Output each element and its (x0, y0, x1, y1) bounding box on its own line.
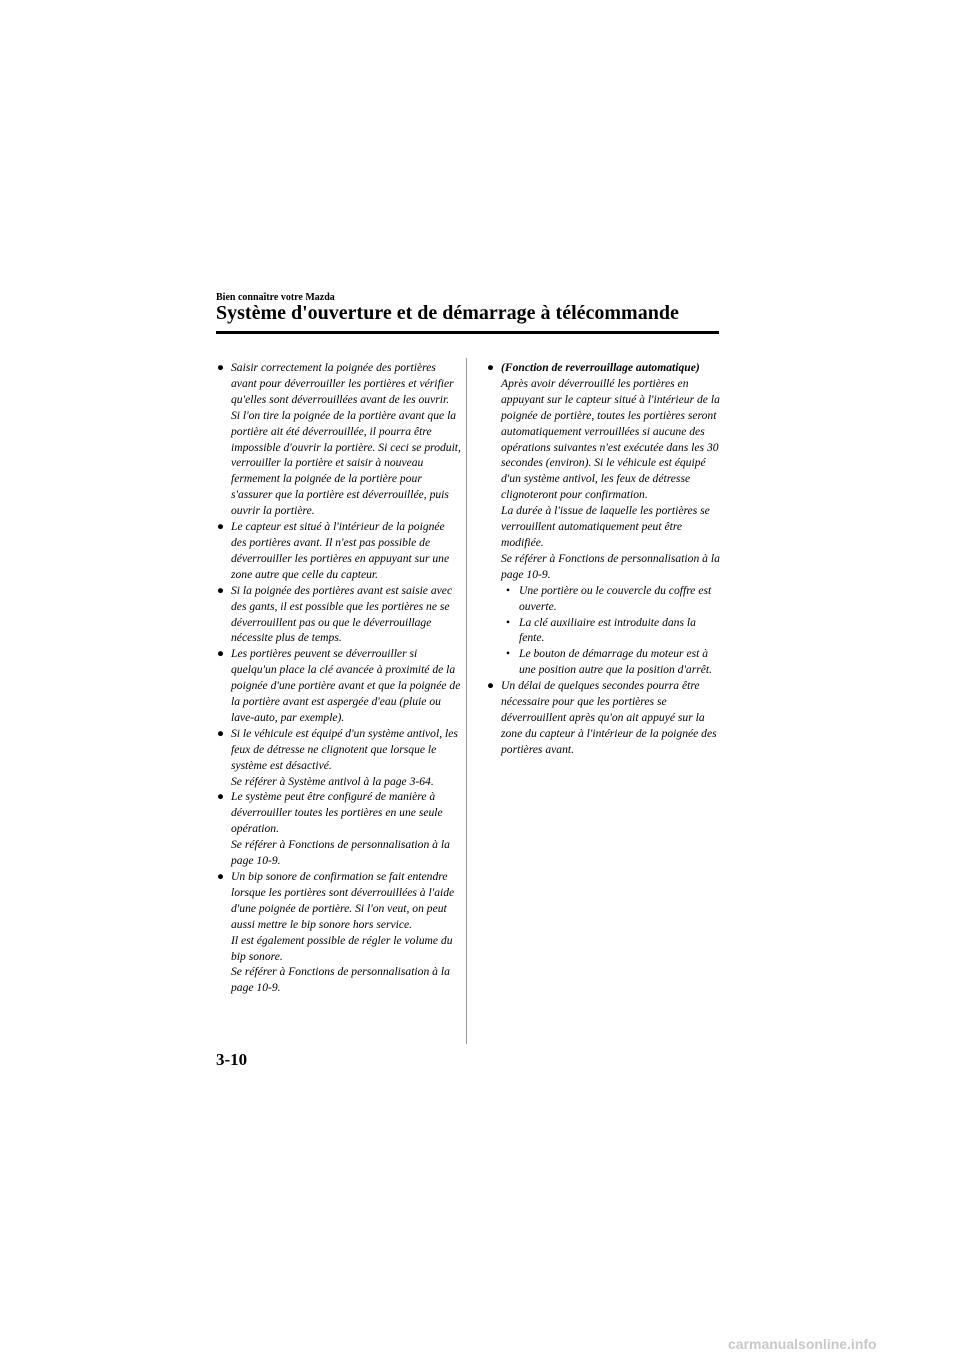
bullet-marker: ● (217, 870, 225, 883)
bullet-marker: ● (217, 647, 225, 661)
bullet-text: Le capteur est situé à l'intérieur de la poignée des portières avant. Il n'est pas possible de déverrouiller les portières en appuyant sur une zone autre que celle du capteur. (231, 520, 450, 581)
sub-item-text: Le bouton de démarrage du moteur est à une position autre que la position d'arrêt. (519, 647, 713, 677)
watermark: carmanualsonline.info (728, 1336, 877, 1352)
sub-bullet-marker: • (506, 583, 511, 597)
bullet-text: Après avoir déverrouillé les portières en appuyant sur le capteur situé à l'intérieur de la poignée de portière, toutes les portières seront automatiquement verrouillées si aucune des opérations suivantes n'est exécutée dans les 30 secondes (environ). Si le véhicule est équipé d'un système antivol, les feux de détresse clignoteront pour confirmation. (501, 376, 720, 502)
bullet-item (216, 583, 462, 647)
bullet-item (216, 646, 462, 726)
bullet-marker: ● (487, 361, 495, 374)
bullet-item (216, 519, 462, 583)
bullet-item (216, 726, 462, 790)
sub-item-text: La clé auxiliaire est introduite dans la fente. (519, 615, 696, 645)
bullet-text: Un bip sonore de confirmation se fait entendre lorsque les portières sont déverrouillées à l'aide d'une poignée de portière. Si l'on veut, on peut aussi mettre le bip sonore hors service. (231, 870, 455, 931)
bullet-item-auto-relock (486, 360, 722, 678)
header-rule (216, 331, 719, 334)
bullet-text: Si l'on tire la poignée de la portière avant que la portière ait été déverrouillée, il pourra être impossible d'ouvrir la portière. Si ceci se produit, verrouiller la portière et saisir à nouveau fermement la poignée de la portière pour s'assurer que la portière est déverrouillée, puis ouvrir la portière. (231, 408, 461, 518)
bullet-text: Le système peut être configuré de manière à déverrouiller toutes les portières en une seule opération. (231, 790, 443, 836)
sub-list-item (503, 615, 722, 647)
sub-item-text: Une portière ou le couvercle du coffre est ouverte. (519, 583, 712, 613)
sub-bullet-marker: • (506, 647, 511, 661)
cross-reference: Se référer à Fonctions de personnalisation à la page 10-9. (231, 838, 450, 868)
bullet-marker: ● (217, 361, 225, 374)
bullet-text: Si la poignée des portières avant est saisie avec des gants, il est possible que les portières ne se déverrouillent pas ou que le déverrouillage nécessite plus de temps. (231, 583, 453, 645)
bullet-marker: ● (217, 520, 225, 534)
column-divider (466, 358, 467, 1044)
sub-list-item (503, 583, 722, 615)
bullet-item (216, 869, 462, 996)
bullet-marker: ● (217, 583, 225, 597)
section-label: Bien connaître votre Mazda (216, 292, 335, 303)
sub-bullet-marker: • (506, 615, 511, 629)
bullet-marker: ● (217, 790, 225, 804)
page-number: 3-10 (216, 1050, 248, 1069)
bullet-item (216, 360, 462, 519)
cross-reference: Se référer à Fonctions de personnalisation à la page 10-9. (231, 965, 450, 995)
bullet-marker: ● (487, 679, 495, 693)
bullet-text: Un délai de quelques secondes pourra être nécessaire pour que les portières se déverrouillent après qu'on ait appuyé sur la zone du capteur à l'intérieur de la poignée des portières avant. (501, 679, 717, 756)
bullet-text: Il est également possible de régler le volume du bip sonore. (231, 933, 453, 963)
right-column (486, 360, 722, 758)
bullet-item (216, 789, 462, 869)
cross-reference: Se référer à Fonctions de personnalisation à la page 10-9. (501, 551, 720, 581)
sub-list-item (503, 646, 722, 678)
bullet-item-delay (486, 678, 722, 758)
bullet-text: La durée à l'issue de laquelle les portières se verrouillent automatiquement peut être modifiée. (501, 504, 710, 549)
cross-reference: Se référer à Système antivol à la page 3-64. (231, 774, 434, 788)
page-title: Système d'ouverture et de démarrage à télécommande (216, 302, 679, 324)
left-column (216, 360, 462, 996)
bullet-text: Saisir correctement la poignée des portières avant pour déverrouiller les portières et vérifier qu'elles sont déverrouillées avant de les ouvrir. (231, 361, 454, 406)
bullet-marker: ● (217, 726, 225, 740)
bullet-text: Les portières peuvent se déverrouiller si quelqu'un place la clé avancée à proximité de la poignée d'une portière avant et que la poignée de la portière avant est aspergée d'eau (pluie ou lave-auto, par exemple). (231, 647, 461, 724)
bullet-text: Si le véhicule est équipé d'un système antivol, les feux de détresse ne clignotent que lorsque le système est désactivé. (231, 726, 458, 772)
bullet-heading: (Fonction de reverrouillage automatique) (501, 361, 700, 374)
